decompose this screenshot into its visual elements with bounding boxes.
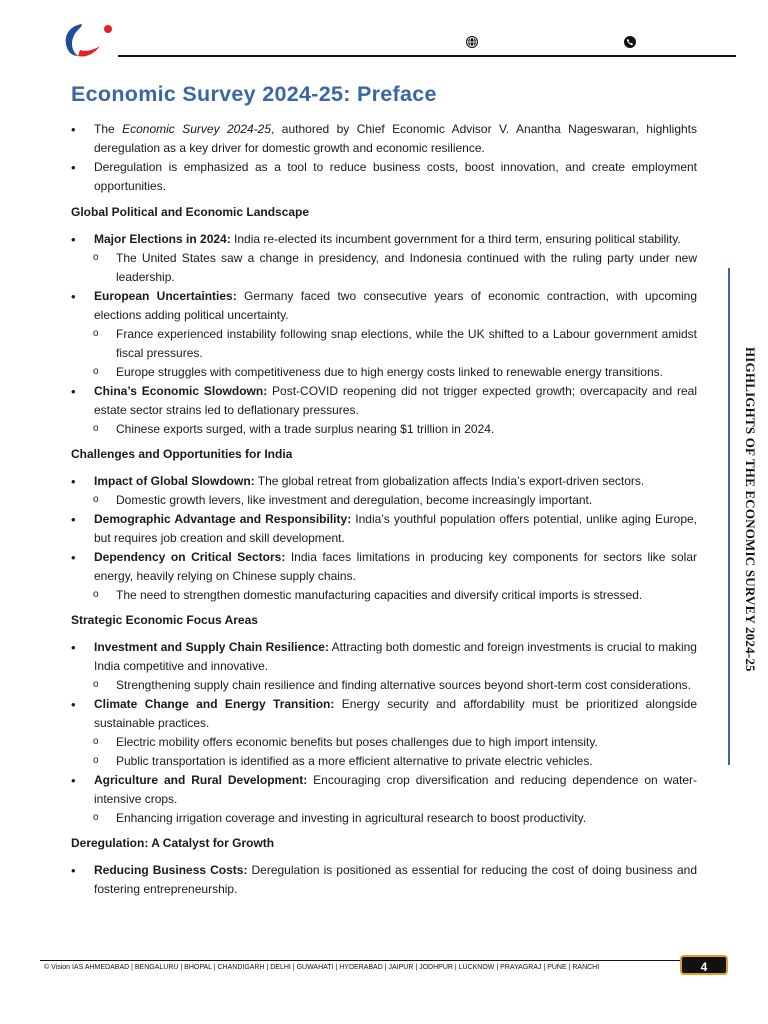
intro-list [71,120,697,196]
intro-item [71,158,697,196]
intro-text: Deregulation is emphasized as a tool to reduce business costs, boost innovation, and create employment opportunities. [94,160,697,193]
list-item [71,510,697,548]
list-item [71,771,697,809]
section-heading: Global Political and Economic Landscape [71,205,310,219]
phone-icon[interactable] [624,36,636,48]
globe-icon[interactable] [466,36,478,48]
footer-cities: © Vision IAS AHMEDABAD | BENGALURU | BHOPAL | CHANDIGARH | DELHI | GUWAHATI | HYDERABAD | JAIPUR | JODHPUR | LUCKNOW | PRAYAGRAJ | PUNE | RANCHI [44,964,600,971]
sub-list-item: o France experienced instability following snap elections, while the UK shifted to a Labour government amidst fiscal pressures. [71,325,697,363]
sections-container [71,203,697,899]
sub-list-item: o Domestic growth levers, like investment and deregulation, become increasingly important. [71,491,697,510]
side-rule [728,268,730,765]
item-text: The global retreat from globalization affects India’s export-driven sectors. [254,474,645,488]
header-rule [118,55,736,57]
item-text: Attracting both domestic and foreign investments is crucial to making India competitive and innovative. [94,640,697,673]
item-label: Reducing Business Costs: [94,863,248,877]
intro-item [71,120,697,158]
section-list [71,861,697,899]
list-item [71,472,697,491]
page-number: 4 [680,955,728,975]
vision-ias-logo [60,20,118,60]
list-item [71,287,697,325]
list-item [71,638,697,676]
item-text: Deregulation is positioned as essential for reducing the cost of doing business and fostering entrepreneurship. [94,863,697,896]
item-label: Climate Change and Energy Transition: [94,697,335,711]
item-text: India re-elected its incumbent government for a third term, ensuring political stability. [230,232,681,246]
item-label: European Uncertainties: [94,289,237,303]
section-list [71,638,697,828]
sub-list-item: o Chinese exports surged, with a trade surplus nearing $1 trillion in 2024. [71,420,697,439]
item-text: Energy security and affordability must be prioritized alongside sustainable practices. [94,697,697,730]
item-label: Investment and Supply Chain Resilience: [94,640,329,654]
item-text: Germany faced two consecutive years of economic contraction, with upcoming elections adding political uncertainty. [94,289,698,322]
item-label: China’s Economic Slowdown: [94,384,268,398]
item-label: Demographic Advantage and Responsibility: [94,512,352,526]
side-banner: HIGHLIGHTS OF THE ECONOMIC SURVEY 2024-25 [743,347,758,672]
document-body [71,120,697,899]
section-heading: Strategic Economic Focus Areas [71,613,258,627]
sub-list-item: o Public transportation is identified as a more efficient alternative to private electric vehicles. [71,752,697,771]
intro-text: The [94,122,123,136]
item-text: India faces limitations in producing key components for sectors like solar energy, heavily relying on Chinese supply chains. [94,550,698,583]
list-item [71,230,697,249]
sub-list-item: o Europe struggles with competitiveness due to high energy costs linked to renewable energy transitions. [71,363,697,382]
item-text: Post-COVID reopening did not trigger expected growth; overcapacity and real estate sector strains led to deflationary pressures. [94,384,698,417]
section-heading: Deregulation: A Catalyst for Growth [71,836,275,850]
list-item [71,548,697,586]
item-text: Encouraging crop diversification and reducing dependence on water-intensive crops. [94,773,697,806]
sub-list-item: o Electric mobility offers economic benefits but poses challenges due to high import intensity. [71,733,697,752]
section-heading: Challenges and Opportunities for India [71,447,293,461]
sub-list-item: o The need to strengthen domestic manufacturing capacities and diversify critical imports is stressed. [71,586,697,605]
intro-text: , authored by Chief Economic Advisor V. Anantha Nageswaran, highlights deregulation as a key driver for domestic growth and economic resilience. [94,122,697,155]
section-list [71,472,697,605]
item-label: Major Elections in 2024: [94,232,231,246]
sub-list-item: o Strengthening supply chain resilience and finding alternative sources beyond short-term cost considerations. [71,676,697,695]
footer-rule [40,960,682,961]
sub-list-item: o The United States saw a change in presidency, and Indonesia continued with the ruling party under new leadership. [71,249,697,287]
item-text: India’s youthful population offers potential, unlike aging Europe, but requires job creation and skill development. [94,512,697,545]
item-label: Agriculture and Rural Development: [94,773,308,787]
sub-list-item: o Enhancing irrigation coverage and investing in agricultural research to boost productivity. [71,809,697,828]
list-item [71,695,697,733]
page-title: Economic Survey 2024-25: Preface [71,82,437,106]
item-label: Dependency on Critical Sectors: [94,550,286,564]
survey-title-em: Economic Survey 2024-25 [122,122,272,136]
item-label: Impact of Global Slowdown: [94,474,255,488]
list-item [71,382,697,420]
list-item [71,861,697,899]
section-list [71,230,697,439]
